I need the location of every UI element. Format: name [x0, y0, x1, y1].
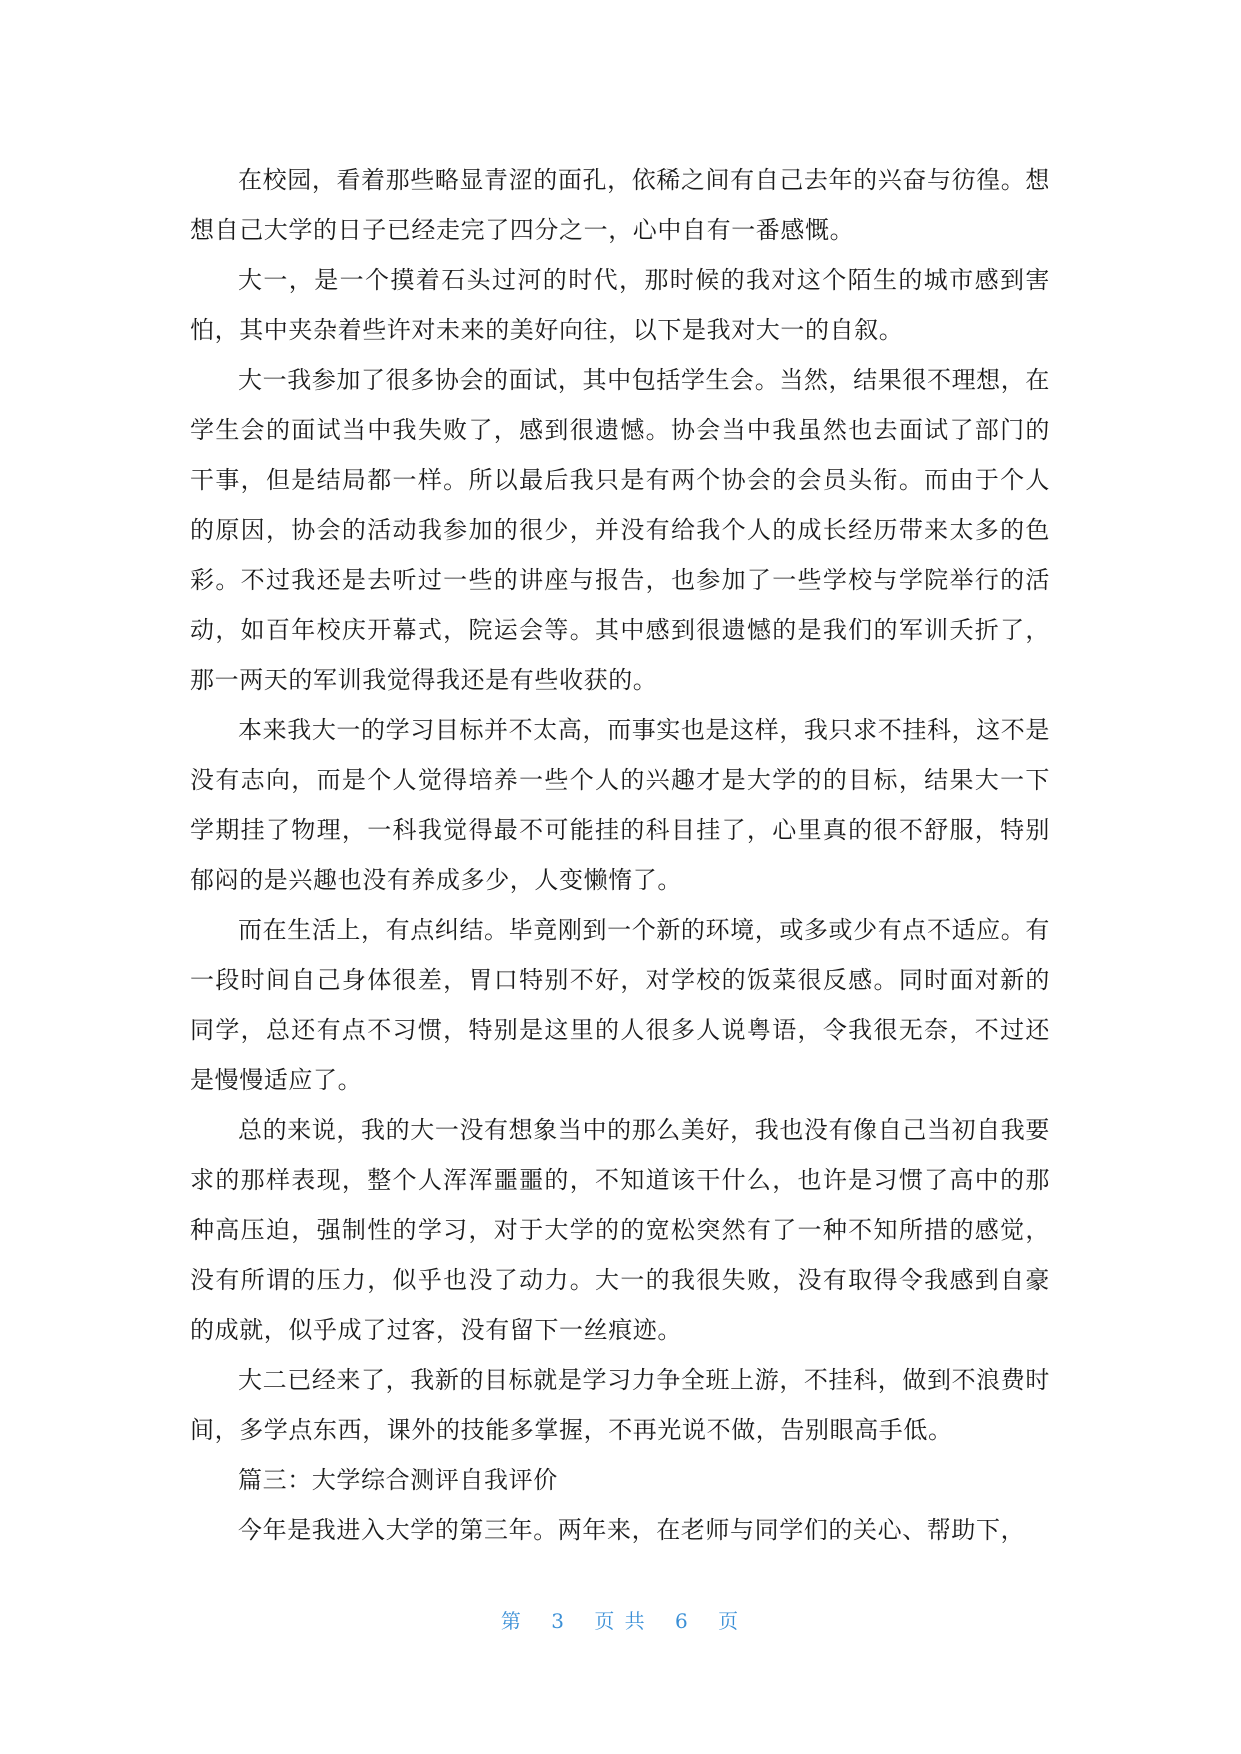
page-label-suffix: 页: [718, 1609, 741, 1633]
paragraph: 大一，是一个摸着石头过河的时代，那时候的我对这个陌生的城市感到害怕，其中夹杂着些许对未来的美好向往，以下是我对大一的自叙。: [190, 266, 1050, 344]
section-heading: 篇三：大学综合测评自我评价: [238, 1466, 558, 1494]
page-label-prefix: 第: [500, 1609, 523, 1633]
paragraph: 在校园，看着那些略显青涩的面孔，依稀之间有自己去年的兴奋与彷徨。想想自己大学的日子已经走完了四分之一，心中自有一番感慨。: [190, 166, 1050, 244]
paragraph: 而在生活上，有点纠结。毕竟刚到一个新的环境，或多或少有点不适应。有一段时间自己身体很差，胃口特别不好，对学校的饭菜很反感。同时面对新的同学，总还有点不习惯，特别是这里的人很多人说粤语，令我很无奈，不过还是慢慢适应了。: [190, 916, 1050, 1094]
paragraph: 今年是我进入大学的第三年。两年来，在老师与同学们的关心、帮助下，: [238, 1516, 1026, 1544]
current-page-number: 3: [551, 1609, 566, 1633]
total-pages-number: 6: [675, 1609, 690, 1633]
page-label-middle: 页 共: [594, 1609, 647, 1633]
paragraph: 总的来说，我的大一没有想象当中的那么美好，我也没有像自己当初自我要求的那样表现，整个人浑浑噩噩的，不知道该干什么，也许是习惯了高中的那种高压迫，强制性的学习，对于大学的的宽松突然有了一种不知所措的感觉，没有所谓的压力，似乎也没了动力。大一的我很失败，没有取得令我感到自豪的成就，似乎成了过客，没有留下一丝痕迹。: [190, 1116, 1050, 1344]
page-number-footer: [0, 1605, 1241, 1634]
paragraph: 大一我参加了很多协会的面试，其中包括学生会。当然，结果很不理想，在学生会的面试当中我失败了，感到很遗憾。协会当中我虽然也去面试了部门的干事，但是结局都一样。所以最后我只是有两个协会的会员头衔。而由于个人的原因，协会的活动我参加的很少，并没有给我个人的成长经历带来太多的色彩。不过我还是去听过一些的讲座与报告，也参加了一些学校与学院举行的活动，如百年校庆开幕式，院运会等。其中感到很遗憾的是我们的军训夭折了，那一两天的军训我觉得我还是有些收获的。: [190, 366, 1050, 694]
paragraph: 本来我大一的学习目标并不太高，而事实也是这样，我只求不挂科，这不是没有志向，而是个人觉得培养一些个人的兴趣才是大学的的目标，结果大一下学期挂了物理，一科我觉得最不可能挂的科目挂了，心里真的很不舒服，特别郁闷的是兴趣也没有养成多少，人变懒惰了。: [190, 716, 1050, 894]
document-body: [190, 155, 1050, 1555]
paragraph: 大二已经来了，我新的目标就是学习力争全班上游，不挂科，做到不浪费时间，多学点东西，课外的技能多掌握，不再光说不做，告别眼高手低。: [190, 1366, 1050, 1444]
